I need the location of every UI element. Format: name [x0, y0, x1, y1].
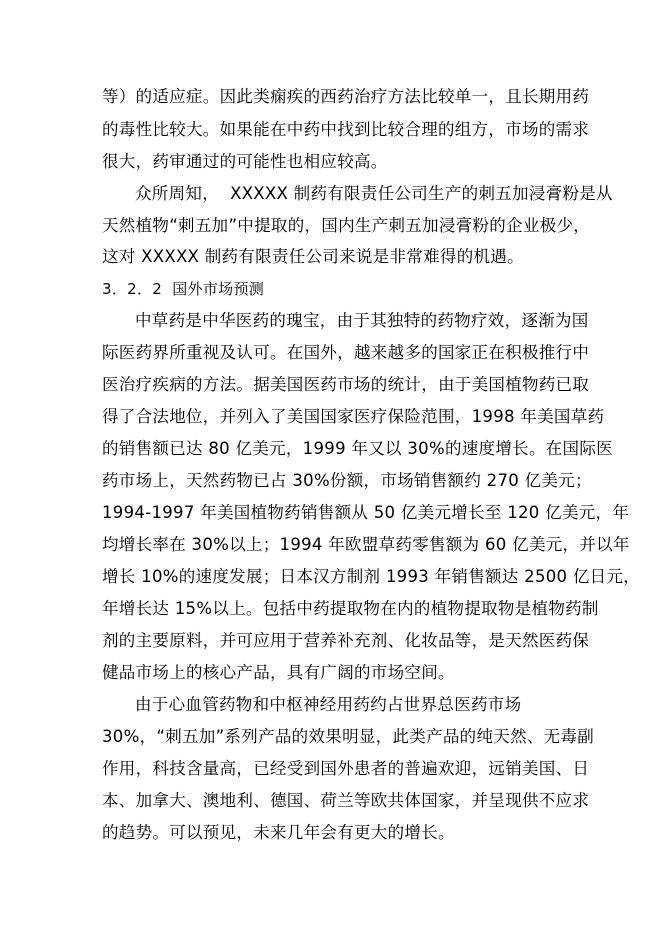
body-text-line: 本、加拿大、澳地利、德国、荷兰等欧共体国家，并呈现供不应求	[102, 791, 590, 810]
body-text-line: 天然植物“刺五加”中提取的，国内生产刺五加浸膏粉的企业极少，	[102, 216, 591, 235]
body-text-line: 年增长达 15%以上。包括中药提取物在内的植物提取物是植物药制	[102, 599, 599, 618]
paragraph-start-line: 众所周知， XXXXX 制药有限责任公司生产的刺五加浸膏粉是从	[135, 184, 613, 203]
body-text-line: 得了合法地位，并列入了美国国家医疗保险范围，1998 年美国草药	[102, 407, 605, 426]
body-text-line: 健品市场上的核心产品，具有广阔的市场空间。	[102, 663, 455, 682]
body-text-line: 的趋势。可以预见，未来几年会有更大的增长。	[102, 823, 455, 842]
body-text-line: 的毒性比较大。如果能在中药中找到比较合理的组方，市场的需求	[102, 120, 590, 139]
body-text-line: 医治疗疾病的方法。据美国医药市场的统计，由于美国植物药已取	[102, 375, 590, 394]
body-text-line: 均增长率在 30%以上；1994 年欧盟草药零售额为 60 亿美元，并以年	[102, 535, 630, 554]
body-text-line: 药市场上，天然药物已占 30%份额，市场销售额约 270 亿美元；	[102, 471, 592, 490]
paragraph-start-line: 中草药是中华医药的瑰宝，由于其独特的药物疗效，逐渐为国	[135, 311, 589, 330]
paragraph-start-line: 由于心血管药物和中枢神经用药约占世界总医药市场	[135, 695, 522, 714]
body-text-line: 增长 10%的速度发展；日本汉方制剂 1993 年销售额达 2500 亿日元，	[102, 567, 641, 586]
body-text-line: 际医药界所重视及认可。在国外，越来越多的国家正在积极推行中	[102, 343, 590, 362]
body-text-line: 这对 XXXXX 制药有限责任公司来说是非常难得的机遇。	[102, 247, 524, 266]
body-text-line: 的销售额已达 80 亿美元，1999 年又以 30%的速度增长。在国际医	[102, 439, 613, 458]
section-heading: 3．2．2 国外市场预测	[102, 280, 265, 298]
body-text-line: 30%，“刺五加”系列产品的效果明显，此类产品的纯天然、无毒副	[102, 727, 595, 746]
body-text-line: 1994-1997 年美国植物药销售额从 50 亿美元增长至 120 亿美元，年	[102, 503, 630, 522]
body-text-line: 剂的主要原料，并可应用于营养补充剂、化妆品等，是天然医药保	[102, 631, 590, 650]
body-text-line: 等）的适应症。因此类痫疾的西药治疗方法比较单一，且长期用药	[102, 87, 590, 106]
body-text-line: 很大，药审通过的可能性也相应较高。	[102, 152, 388, 171]
body-text-line: 作用，科技含量高，已经受到国外患者的普遍欢迎，远销美国、日	[102, 759, 590, 778]
